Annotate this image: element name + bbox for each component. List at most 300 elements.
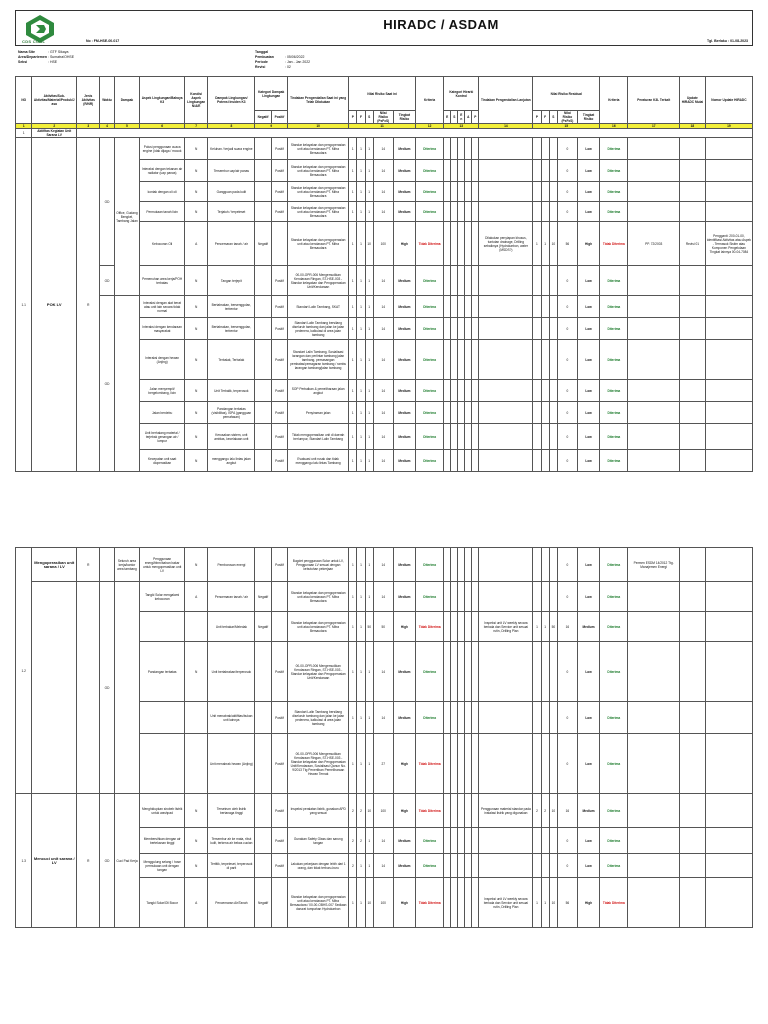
s-res-cell [549, 582, 557, 612]
tindakan-cell: Standar kelayakan dan pengoperasian unit atau kendaraan PT. Mitra Bersaudara / 00-00-OBHS-007 Sediaan darurat tumpahan Hydrokarbon [288, 878, 349, 928]
p-cell: 1 [349, 642, 357, 702]
hirarki-cell [451, 854, 458, 878]
positif-cell: Positif [271, 318, 287, 340]
f-cell: 2 [357, 828, 365, 854]
tingkat-res-cell: Low [577, 182, 599, 202]
positif-cell [271, 878, 287, 928]
col-nilai-akhir: Nilai Risiko Residual [533, 77, 600, 111]
dampak-cell: Unit menabrak/aktifitas/bukan unit lainnya [208, 702, 255, 734]
hirarki-cell [444, 450, 451, 472]
tingkat-cell: Medium [393, 450, 415, 472]
p-res-cell [533, 380, 541, 402]
tindakan-lanjut-cell [479, 380, 533, 402]
hirarki-cell [444, 734, 451, 794]
number-cell: 14 [479, 124, 533, 129]
s-res-cell [549, 160, 557, 182]
p-cell: 1 [349, 296, 357, 318]
sub-name: Mencuci unit sarana / LV [32, 794, 77, 928]
hirarki-cell [458, 266, 465, 296]
nomor-cell [705, 612, 752, 642]
f-res-cell [541, 642, 549, 702]
nomor-cell [705, 182, 752, 202]
kriteria-res-cell: Diterima [600, 794, 628, 828]
number-cell: 15 [533, 124, 600, 129]
hirarki-cell [465, 828, 472, 854]
s-cell: 1 [365, 642, 373, 702]
lokasi-cell: Cuci Pad Kerja [114, 794, 140, 928]
positif-cell [271, 582, 287, 612]
peraturan-cell [628, 424, 680, 450]
s-cell: 10 [365, 222, 373, 266]
hirarki-cell [451, 202, 458, 222]
hirarki-cell [458, 794, 465, 828]
positif-cell: Positif [271, 138, 287, 160]
hirarki-cell [451, 318, 458, 340]
hirarki-cell [458, 296, 465, 318]
p-cell: 2 [349, 854, 357, 878]
tindakan-lanjut-cell [479, 202, 533, 222]
update-cell: Revisi 01 [680, 222, 706, 266]
hirarki-cell [444, 296, 451, 318]
tingkat-cell: High [393, 794, 415, 828]
f-res-cell [541, 450, 549, 472]
dampak-cell: Bertabrakan, bersenggolan, terbentur [208, 296, 255, 318]
number-cell: 8 [208, 124, 255, 129]
waktu-cell: OD [100, 138, 114, 266]
number-cell: 6 [140, 124, 185, 129]
tindakan-lanjut-cell [479, 450, 533, 472]
col-nomor: Nomor Update HIRADC [705, 77, 752, 124]
s-res-cell [549, 318, 557, 340]
aspek-cell: Jalan berdebu [140, 402, 185, 424]
s-res-cell: 10 [549, 878, 557, 928]
kriteria-res-cell: Diterima [600, 160, 628, 182]
s-res-cell [549, 424, 557, 450]
aspek-cell: Kecepatan unit saat dioperasikan [140, 450, 185, 472]
dampak-cell: Pencemaran tanah / air [208, 582, 255, 612]
nomor-cell [705, 828, 752, 854]
p-res-cell [533, 702, 541, 734]
update-cell [680, 340, 706, 380]
f-cell: 1 [357, 340, 365, 380]
kriteria-cell: Diterima [416, 642, 444, 702]
waktu-cell: OD [100, 794, 114, 928]
nilai-res-cell: 0 [557, 138, 577, 160]
nilai-cell: 50 [373, 612, 393, 642]
aspek-cell: Interaksi dengan tekanan air radiator (uap panas) [140, 160, 185, 182]
tingkat-cell: Medium [393, 266, 415, 296]
update-cell [680, 202, 706, 222]
page-title: HIRADC / ASDAM [383, 17, 499, 32]
kriteria-cell: Diterima [416, 318, 444, 340]
hirarki-cell [451, 222, 458, 266]
tindakan-cell: Bugdet penggunaan Solar untuk LV, Penggunaan LV sesuai dengan kebutuhan pekerjaan [288, 548, 349, 582]
nilai-res-cell: 0 [557, 318, 577, 340]
tindakan-lanjut-cell [479, 340, 533, 380]
hirarki-cell [458, 202, 465, 222]
negatif-cell [255, 734, 271, 794]
aspek-cell: Polusi penggunaan cuaca engine (idak dijaga / mocok [140, 138, 185, 160]
kriteria-res-cell: Diterima [600, 182, 628, 202]
s-res-cell [549, 182, 557, 202]
tingkat-cell: High [393, 222, 415, 266]
number-cell: 7 [184, 124, 207, 129]
aspek-cell: Menghidupkan sirobeb listrik untuk washpad [140, 794, 185, 828]
positif-cell: Positif [271, 734, 287, 794]
nilai-cell: 14 [373, 402, 393, 424]
col-tingkat: Tingkat Risiko [393, 111, 415, 124]
s-cell: 1 [365, 318, 373, 340]
update-cell [680, 450, 706, 472]
tindakan-cell: Penyiraman jalan [288, 402, 349, 424]
update-cell [680, 138, 706, 160]
tindakan-cell: Standar kelayakan dan pengoperasian unit atau kendaraan PT. Mitra Bersaudara [288, 612, 349, 642]
hirarki-cell [458, 424, 465, 450]
tingkat-cell: Medium [393, 854, 415, 878]
hirarki-cell [451, 878, 458, 928]
p-res-cell [533, 402, 541, 424]
nomor-cell [705, 138, 752, 160]
p-cell: 2 [349, 828, 357, 854]
positif-cell: Positif [271, 702, 287, 734]
nilai-cell: 100 [373, 794, 393, 828]
tindakan-lanjut-cell [479, 548, 533, 582]
tindakan-cell: Standar kelayakan dan pengoperasian unit atau kendaraan PT. Mitra Bersaudara [288, 222, 349, 266]
col-f: F [357, 111, 365, 124]
p-res-cell [533, 182, 541, 202]
kriteria-cell: Tidak Diterima [416, 612, 444, 642]
f-res-cell [541, 548, 549, 582]
hirarki-cell [451, 160, 458, 182]
tingkat-cell: Medium [393, 296, 415, 318]
hirarki-cell [451, 828, 458, 854]
tindakan-lanjut-cell: Inspeksi unit LV weekly secara berkala dan Service unit sesuai rutin, Drilling Plan [479, 612, 533, 642]
s-res-cell: 10 [549, 222, 557, 266]
number-cell: 2 [32, 124, 77, 129]
aspek-cell [140, 702, 185, 734]
kriteria-res-cell: Diterima [600, 340, 628, 380]
tingkat-cell: Medium [393, 402, 415, 424]
update-cell [680, 266, 706, 296]
positif-cell [271, 612, 287, 642]
hirarki-cell [458, 878, 465, 928]
hirarki-cell [472, 138, 479, 160]
hirarki-cell [465, 702, 472, 734]
col-aktivitas: Aktivitas/Sub-Aktivitas/Material/Produk/Jasa [32, 77, 77, 124]
col-p: P [349, 111, 357, 124]
waktu-cell: OD [100, 296, 114, 472]
f-cell: 1 [357, 582, 365, 612]
kriteria-res-cell: Diterima [600, 450, 628, 472]
update-cell [679, 878, 705, 928]
hirarki-cell [458, 222, 465, 266]
positif-cell: Positif [271, 828, 287, 854]
nilai-res-cell: 0 [557, 380, 577, 402]
hirarki-cell [465, 612, 472, 642]
p-cell: 1 [349, 548, 357, 582]
s-cell: 1 [365, 380, 373, 402]
hirarki-cell [451, 612, 458, 642]
nilai-cell: 14 [373, 340, 393, 380]
waktu-cell: OD [100, 266, 114, 296]
sub-name: Mengoperasikan unit sarana / LV [32, 548, 77, 582]
col-p2: P [472, 111, 479, 124]
nilai-cell: 14 [373, 380, 393, 402]
hirarki-cell [472, 182, 479, 202]
hirarki-cell [472, 266, 479, 296]
tingkat-res-cell: Low [577, 450, 599, 472]
hirarki-cell [444, 642, 451, 702]
tindakan-cell: 00-00-OPR-006 Mengemudikan Kendaraan Ringan, ST-HSE-003 - Standar kelayakan dan Pengoperasian Unit/Kendaraan, Sosialisasi Qanun No. 9/2013 Ttg Penertiban Pemeliharaan Hewan Ternak [288, 734, 349, 794]
hirarki-cell [465, 642, 472, 702]
table-row [16, 548, 753, 582]
aspek-cell: Kebocoran Oli [140, 222, 185, 266]
hirarki-cell [472, 296, 479, 318]
nilai-cell: 14 [373, 318, 393, 340]
tingkat-res-cell: Low [577, 734, 599, 794]
dampak-cell: Pencemaran Air/Tanah [208, 878, 255, 928]
nilai-cell: 14 [373, 582, 393, 612]
s-res-cell [549, 548, 557, 582]
s-res-cell [549, 202, 557, 222]
nilai-cell: 14 [373, 424, 393, 450]
p-cell: 1 [349, 734, 357, 794]
negatif-cell [255, 702, 271, 734]
tindakan-lanjut-cell [479, 582, 533, 612]
nomor-cell: Pengganti: 200-01-00, identifikasi Aktivitas atau Aspek - Termasuk Sistim atau Komponen Pengelolaan Tingkat lainnya 00-04-7084 [705, 222, 752, 266]
number-cell: 11 [349, 124, 416, 129]
nilai-cell: 14 [373, 702, 393, 734]
nomor-cell [705, 296, 752, 318]
hirarki-cell [444, 340, 451, 380]
number-cell: 13 [444, 124, 479, 129]
section-spacer [77, 129, 753, 138]
hirarki-cell [444, 548, 451, 582]
kondisi-cell: A [184, 582, 207, 612]
tingkat-cell: Medium [393, 702, 415, 734]
f-res-cell: 1 [541, 612, 549, 642]
negatif-cell: Negatif [255, 612, 271, 642]
tingkat-res-cell: Medium [577, 794, 599, 828]
lokasi-cell: Office, Gudang Bengkel, Tambang Jalan [114, 138, 140, 296]
update-cell [680, 402, 706, 424]
document-number: No : FM-HSE-00-017 [86, 39, 120, 43]
f-res-cell [541, 734, 549, 794]
tingkat-cell: High [393, 878, 415, 928]
hiradc-table-page-1 [15, 76, 753, 472]
p-cell: 1 [349, 702, 357, 734]
s-cell: 1 [365, 296, 373, 318]
hirarki-cell [465, 202, 472, 222]
hirarki-cell [472, 380, 479, 402]
tindakan-cell: Standart Lalin Tambang bersilang diseluruh tambang dan jalan ke jalan pedenera, kalkulasi di area jalan tambang [288, 318, 349, 340]
tingkat-cell: High [393, 734, 415, 794]
negatif-cell [255, 296, 271, 318]
update-cell [679, 828, 705, 854]
p-res-cell: 1 [533, 878, 541, 928]
negatif-cell [255, 138, 271, 160]
meta-right: Tanggal Pembuatan : 05/06/2022 Periode : Jan - Jan 2022 Revisi : 02 [255, 50, 311, 69]
hirarki-cell [472, 202, 479, 222]
hirarki-cell [472, 612, 479, 642]
peraturan-cell [628, 794, 680, 828]
hirarki-cell [458, 642, 465, 702]
nilai-cell: 100 [373, 222, 393, 266]
hirarki-cell [444, 702, 451, 734]
sub-no: 1.1 [16, 138, 32, 472]
update-cell [680, 182, 706, 202]
section-title: Aktifitas Kegiatan Unit Sarana LV [32, 129, 77, 138]
col-p-res: P [533, 111, 541, 124]
col-kondisi: Kondisi Aspek Lingkungan N/A/E [184, 77, 207, 124]
hirarki-cell [465, 340, 472, 380]
update-cell [680, 424, 706, 450]
peraturan-cell [628, 642, 680, 702]
f-res-cell [541, 202, 549, 222]
sub-no: 1.2 [16, 548, 32, 794]
jenis-cell: R [77, 138, 100, 472]
table-row [16, 794, 753, 828]
aspek-cell: Pemenuhan area kerja/POH terbatas [140, 266, 185, 296]
kriteria-cell: Tidak Diterima [416, 794, 444, 828]
negatif-cell [255, 182, 271, 202]
hirarki-cell [472, 734, 479, 794]
s-cell: 1 [365, 160, 373, 182]
positif-cell: Positif [271, 266, 287, 296]
kondisi-cell: N [184, 318, 207, 340]
f-res-cell [541, 296, 549, 318]
tindakan-cell: Lakukan pekerjaan dengan lebih dari 1 orang, dan tidak terburu-buru [288, 854, 349, 878]
hirarki-cell [472, 794, 479, 828]
kriteria-cell: Diterima [416, 450, 444, 472]
hirarki-cell [465, 548, 472, 582]
f-cell: 1 [357, 548, 365, 582]
col-aspek: Aspek Lingkungan/Bahaya K3 [140, 77, 185, 124]
hirarki-cell [458, 380, 465, 402]
kriteria-cell: Diterima [416, 380, 444, 402]
hirarki-cell [472, 582, 479, 612]
sub-no: 1.3 [16, 794, 32, 928]
p-res-cell [533, 266, 541, 296]
dampak-cell: Pemborosan energi [208, 548, 255, 582]
hirarki-cell [458, 182, 465, 202]
kriteria-cell: Diterima [416, 582, 444, 612]
kriteria-cell: Diterima [416, 424, 444, 450]
number-cell: 18 [680, 124, 706, 129]
peraturan-cell [628, 318, 680, 340]
tingkat-cell: Medium [393, 642, 415, 702]
hirarki-cell [451, 734, 458, 794]
dampak-cell: Terjatuh / terpeleset [208, 202, 255, 222]
hirarki-cell [451, 424, 458, 450]
logo-text: CDS COAL [22, 39, 46, 44]
nomor-cell [705, 642, 752, 702]
tingkat-cell: Medium [393, 548, 415, 582]
peraturan-cell [628, 854, 680, 878]
tingkat-cell: Medium [393, 202, 415, 222]
nilai-res-cell: 16 [557, 612, 577, 642]
s-cell: 1 [365, 138, 373, 160]
aspek-cell: Menggulung selang / hose permukaan unit dengan tangan [140, 854, 185, 878]
tindakan-lanjut-cell [479, 296, 533, 318]
hirarki-cell [472, 318, 479, 340]
p-cell: 1 [349, 138, 357, 160]
positif-cell: Positif [271, 202, 287, 222]
col-update: Update HIRADC Mulai [680, 77, 706, 124]
col-a: A [465, 111, 472, 124]
nilai-res-cell: 0 [557, 450, 577, 472]
tingkat-res-cell: Low [577, 318, 599, 340]
col-tindakan: Tindakan Pengendalian Saat ini yang Telah Dilakukan [288, 77, 349, 124]
tingkat-res-cell: Low [577, 296, 599, 318]
lokasi-cell [114, 296, 140, 472]
nilai-res-cell: 0 [557, 340, 577, 380]
negatif-cell: Negatif [255, 582, 271, 612]
hirarki-cell [451, 296, 458, 318]
p-res-cell: 1 [533, 222, 541, 266]
tindakan-cell: Standar kelayakan dan pengoperasian unit atau kendaraan PT. Mitra Bersaudara [288, 160, 349, 182]
negatif-cell [255, 318, 271, 340]
dampak-cell: Pencemaran tanah / air [208, 222, 255, 266]
table-row [16, 582, 753, 612]
s-res-cell: 50 [549, 612, 557, 642]
hirarki-cell [451, 266, 458, 296]
nilai-cell: 27 [373, 734, 393, 794]
tingkat-res-cell: Low [577, 266, 599, 296]
kriteria-res-cell: Diterima [600, 734, 628, 794]
kondisi-cell: N [184, 202, 207, 222]
kriteria-cell: Diterima [416, 182, 444, 202]
number-cell: 16 [600, 124, 628, 129]
f-cell: 1 [357, 202, 365, 222]
tingkat-res-cell: Low [577, 380, 599, 402]
aspek-cell [140, 612, 185, 642]
tindakan-lanjut-cell [479, 160, 533, 182]
tingkat-res-cell: Low [577, 424, 599, 450]
kriteria-res-cell: Tidak Diterima [600, 222, 628, 266]
f-res-cell [541, 318, 549, 340]
kondisi-cell: N [184, 402, 207, 424]
hirarki-cell [444, 160, 451, 182]
hirarki-cell [444, 202, 451, 222]
col-e: E [444, 111, 451, 124]
peraturan-cell [628, 380, 680, 402]
col-dampak: Dampak Lingkungan/ Potensi Insiden K3 [208, 77, 255, 124]
kriteria-res-cell: Diterima [600, 266, 628, 296]
kriteria-res-cell: Diterima [600, 318, 628, 340]
waktu-cell: OD [100, 582, 114, 794]
kriteria-cell: Diterima [416, 854, 444, 878]
hirarki-cell [444, 582, 451, 612]
tingkat-cell: Medium [393, 424, 415, 450]
update-cell [679, 702, 705, 734]
p-cell: 1 [349, 582, 357, 612]
hirarki-cell [472, 402, 479, 424]
negatif-cell [255, 548, 271, 582]
hirarki-cell [458, 612, 465, 642]
nilai-cell: 14 [373, 160, 393, 182]
p-cell: 1 [349, 402, 357, 424]
hirarki-cell [465, 222, 472, 266]
col-f-res: F [541, 111, 549, 124]
kondisi-cell: N [184, 296, 207, 318]
col-kriteria: Kriteria [416, 77, 444, 124]
dampak-cell: Tangan terjepit [208, 266, 255, 296]
update-cell [679, 794, 705, 828]
col-dampak-group: Dampak [114, 77, 140, 124]
kondisi-cell: N [184, 854, 207, 878]
nomor-cell [705, 854, 752, 878]
